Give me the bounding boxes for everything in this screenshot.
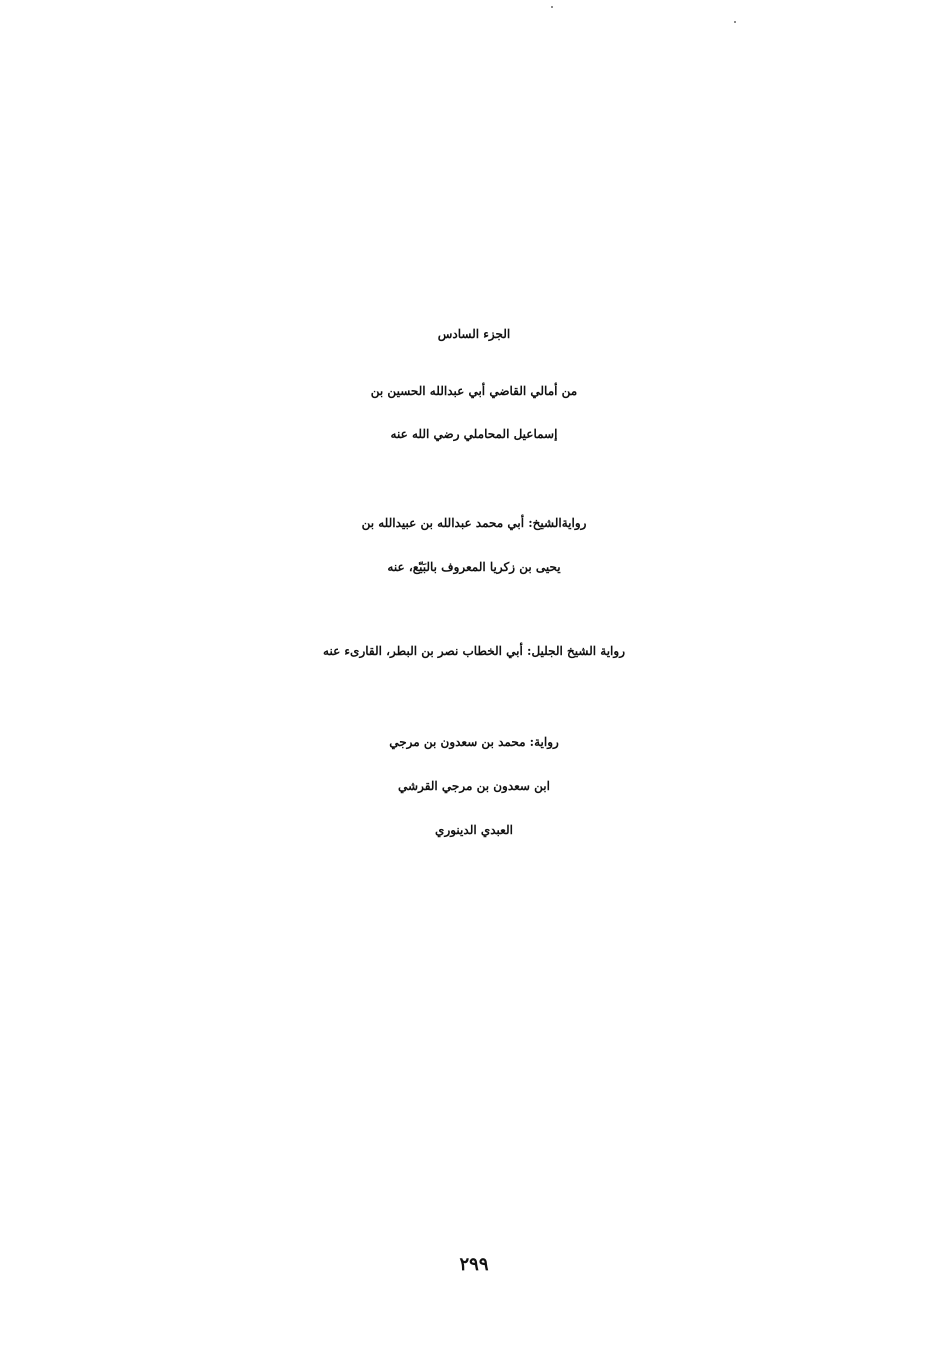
scan-speck xyxy=(551,6,553,8)
work-title-line-1: من أمالي القاضي أبي عبدالله الحسين بن xyxy=(370,384,578,398)
narration-3-line-3: العبدي الدينوري xyxy=(435,823,513,837)
narration-1-line-2: يحيى بن زكريا المعروف بالبَيّع، عنه xyxy=(387,560,561,574)
page-number: ٢٩٩ xyxy=(459,1254,489,1275)
narration-3-line-2: ابن سعدون بن مرجي القرشي xyxy=(398,779,550,793)
narration-1-line-1: روايةالشيخ: أبي محمد عبدالله بن عبيدالله بن xyxy=(361,516,587,530)
scan-speck xyxy=(734,21,736,23)
work-title-line-2: إسماعيل المحاملي رضي الله عنه xyxy=(390,427,558,441)
part-title: الجزء السادس xyxy=(437,327,511,341)
narration-2-line-1: رواية الشيخ الجليل: أبي الخطاب نصر بن البطر، القارىء عنه xyxy=(323,644,625,658)
narration-3-line-1: رواية: محمد بن سعدون بن مرجي xyxy=(389,735,559,749)
